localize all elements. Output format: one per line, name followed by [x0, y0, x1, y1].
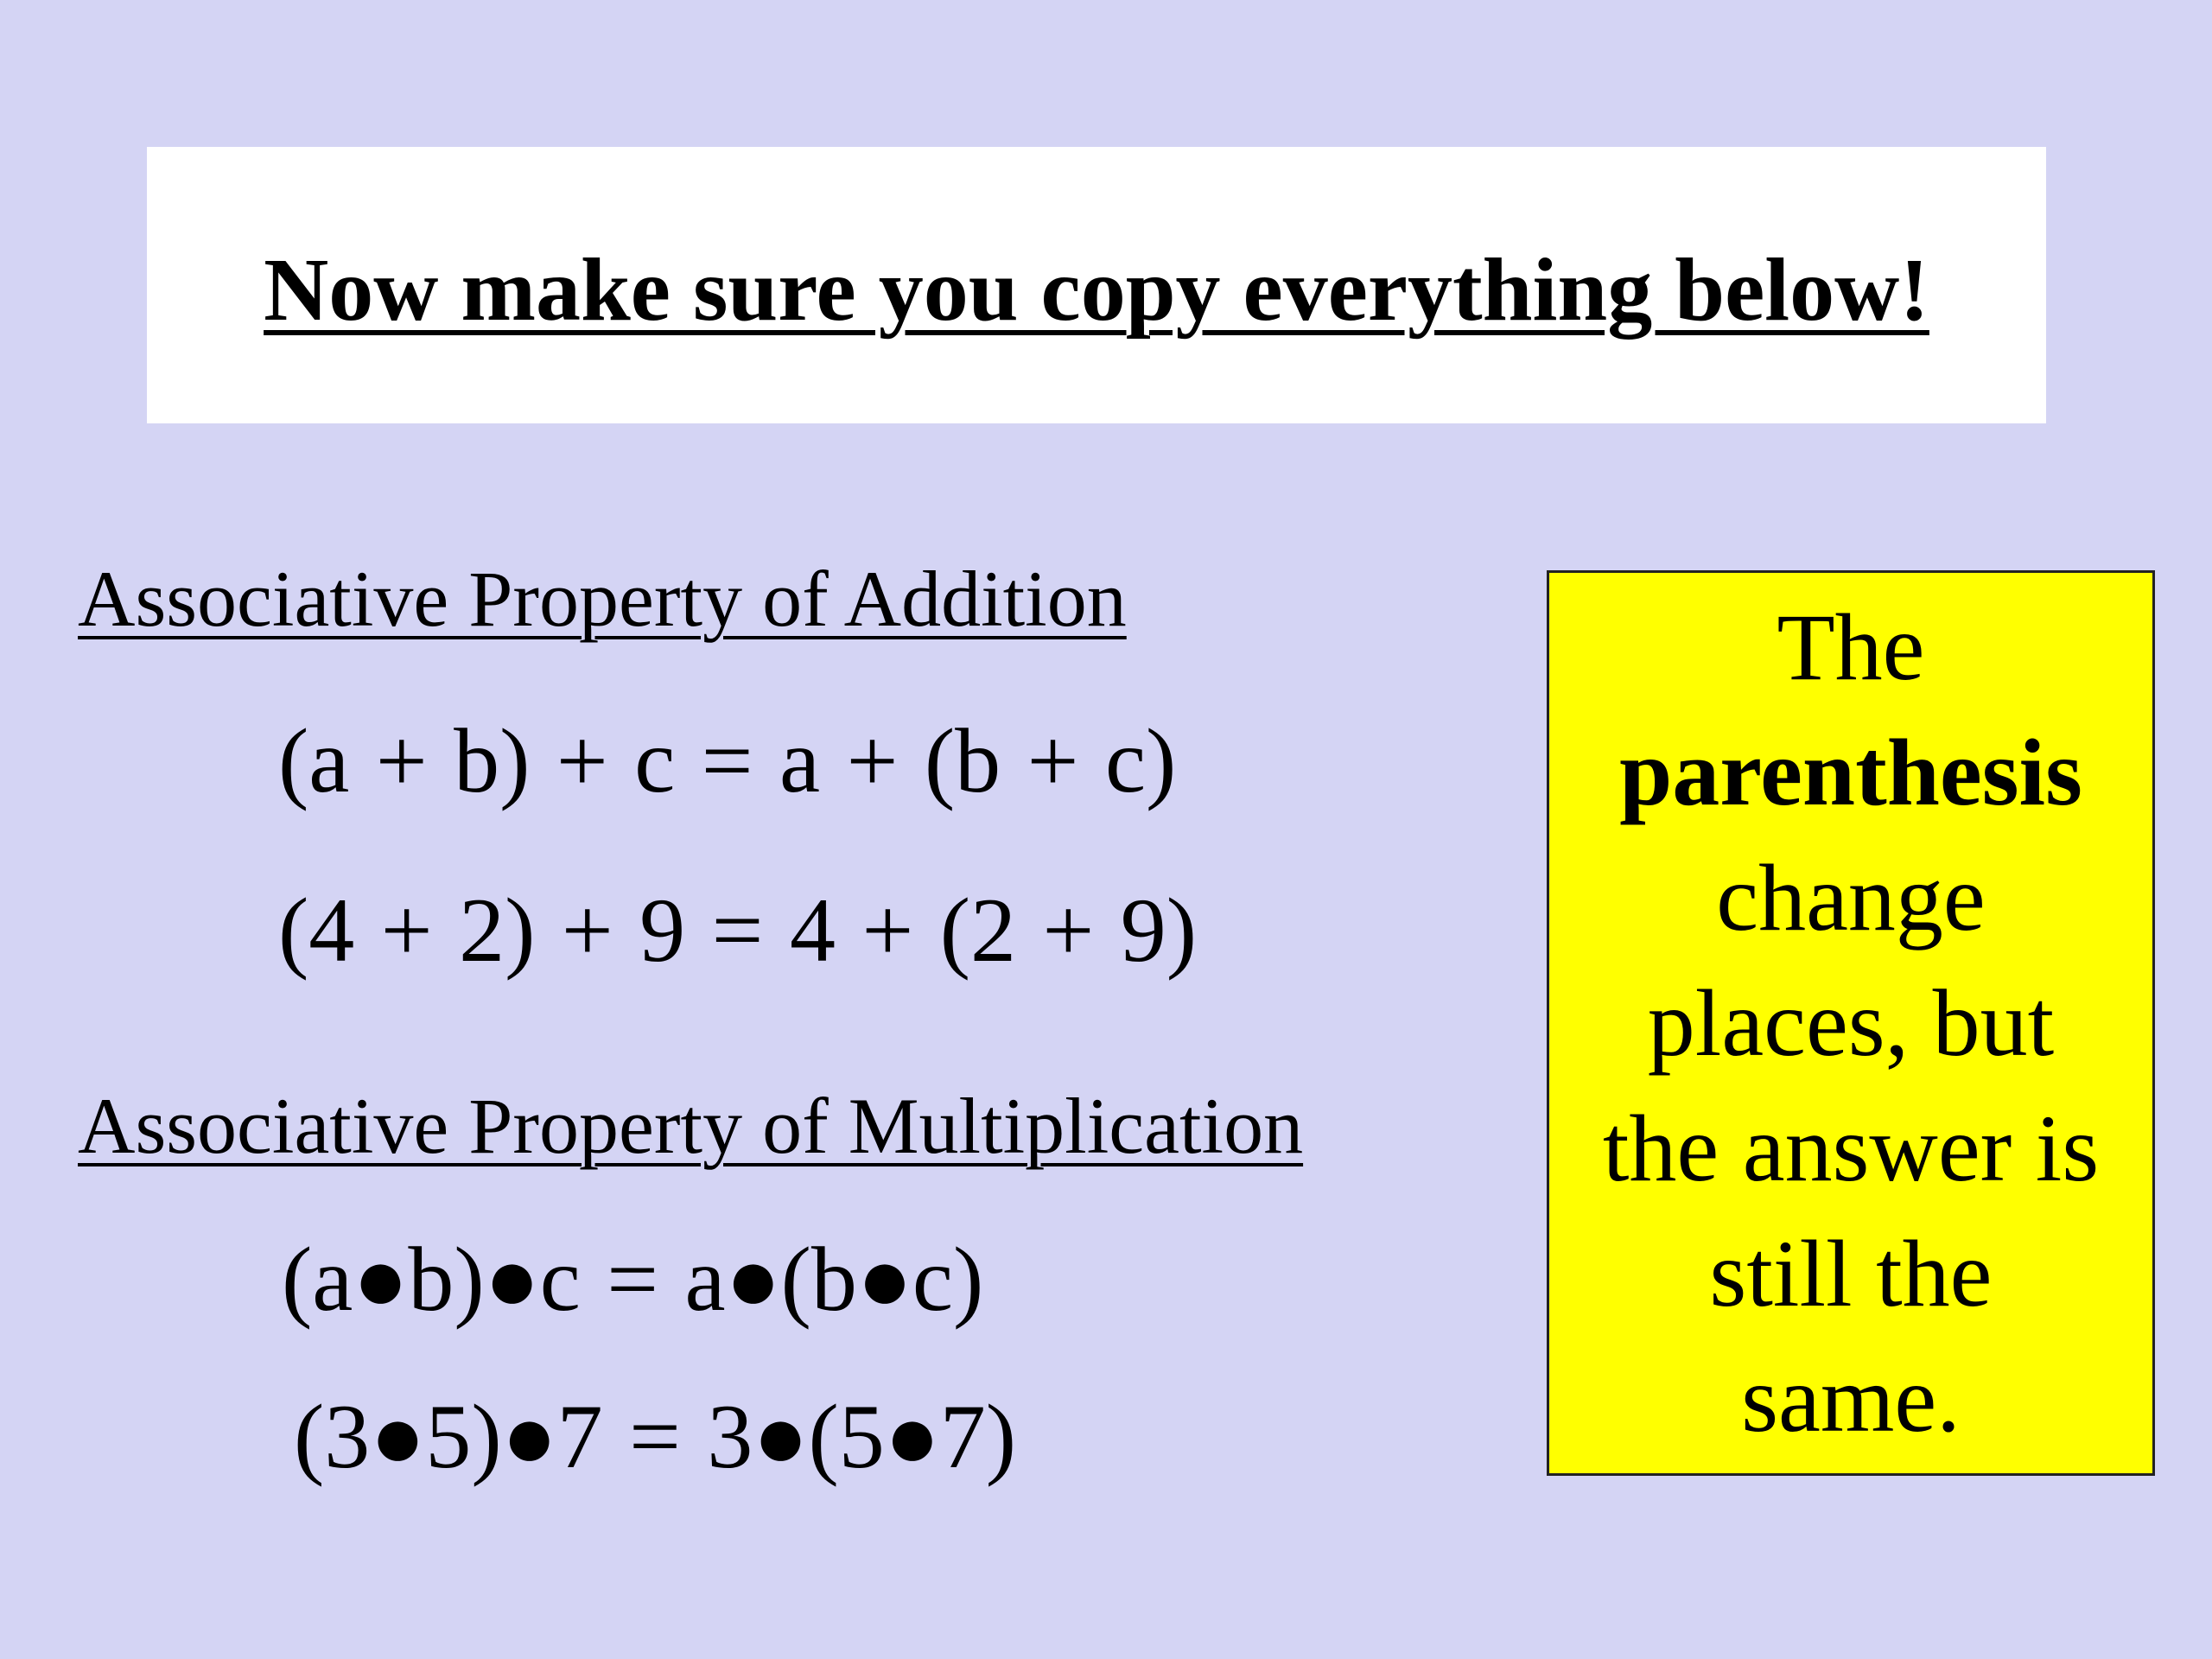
multiplication-heading: Associative Property of Multiplication [78, 1082, 1304, 1170]
note-line: same. [1741, 1345, 1961, 1452]
note-line: places, but [1647, 969, 2055, 1076]
addition-general-equation: (a + b) + c = a + (b + c) [278, 710, 1177, 811]
note-line: the answer is [1602, 1095, 2100, 1201]
slide-title: Now make sure you copy everything below! [264, 239, 1929, 340]
note-line: The [1777, 594, 1925, 700]
multiplication-general-equation: (a●b)●c = a●(b●c) [282, 1229, 984, 1330]
note-line-emphasis: parenthesis [1619, 719, 2082, 825]
note-line: still the [1709, 1220, 1993, 1326]
addition-example-equation: (4 + 2) + 9 = 4 + (2 + 9) [278, 880, 1198, 981]
note-line: change [1716, 844, 1986, 950]
multiplication-example-equation: (3●5)●7 = 3●(5●7) [294, 1386, 1017, 1487]
note-box [1547, 570, 2155, 1476]
addition-heading: Associative Property of Addition [78, 555, 1127, 643]
title-box [147, 147, 2046, 423]
